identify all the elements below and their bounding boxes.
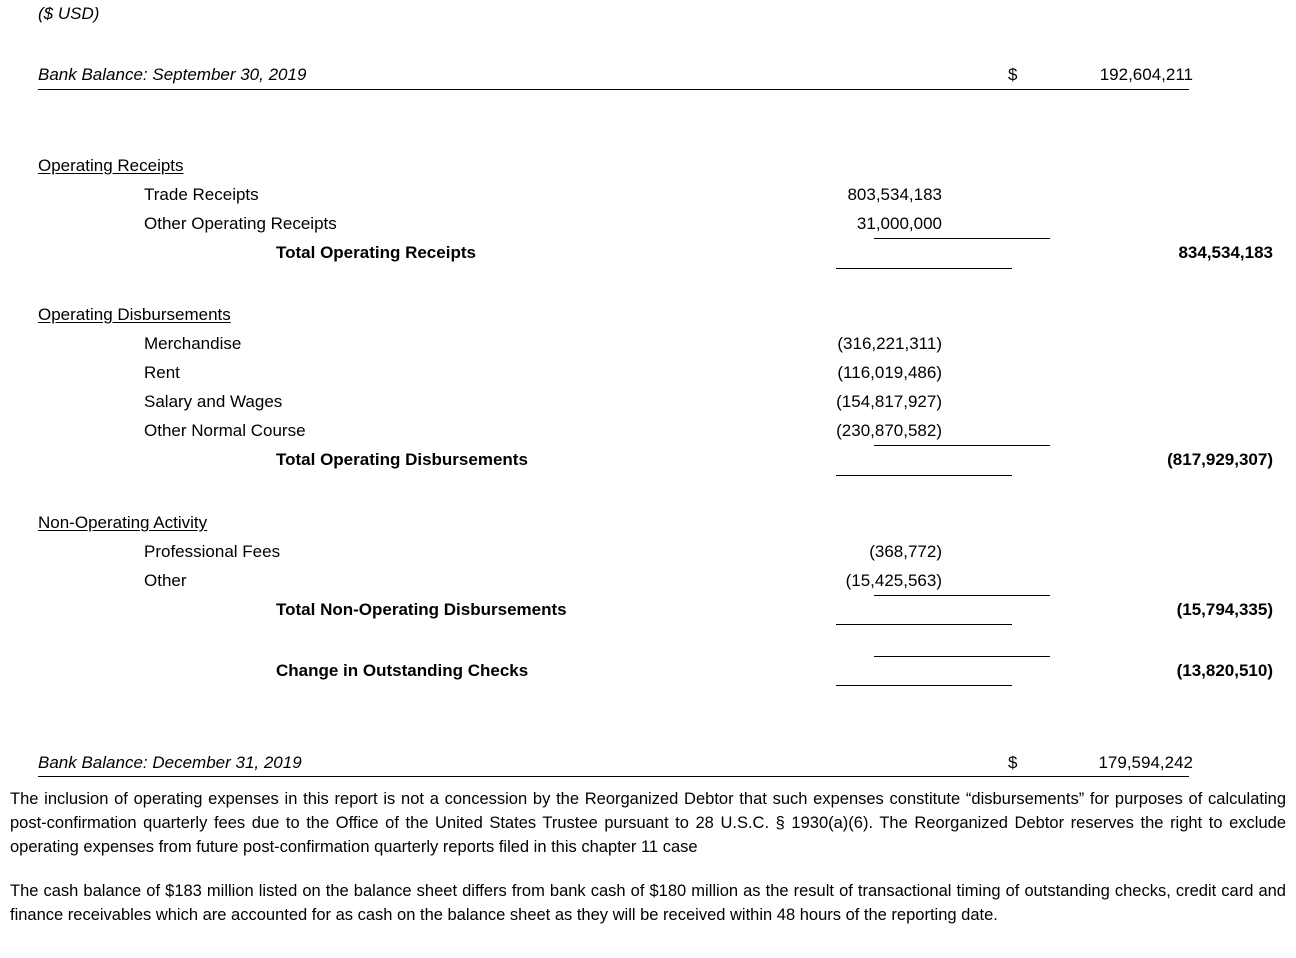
line-item-amount: (116,019,486) <box>837 363 942 382</box>
closing-balance-amount: 179,594,242 <box>1098 753 1193 772</box>
line-item-label: Salary and Wages <box>144 392 283 411</box>
line-item-label: Other Operating Receipts <box>144 214 337 233</box>
change-checks-label: Change in Outstanding Checks <box>276 661 529 680</box>
line-item-amount: (15,425,563) <box>845 571 942 590</box>
opening-balance-amount: 192,604,211 <box>1099 65 1193 84</box>
section-total-label: Total Operating Disbursements <box>276 450 528 469</box>
section-title: Operating Disbursements <box>38 305 231 324</box>
subtotal-rule-top <box>874 595 1050 596</box>
section-operating-receipts <box>38 151 1273 267</box>
closing-balance-label: Bank Balance: December 31, 2019 <box>38 753 302 772</box>
operating-disbursements-total-underline <box>836 475 1012 476</box>
change-checks-rule-top <box>874 656 1050 657</box>
opening-balance-row <box>38 60 1193 89</box>
subtotal-rule-top <box>874 238 1050 239</box>
operating-receipts-total-underline <box>836 268 1012 269</box>
opening-balance-rule <box>38 89 1189 90</box>
opening-balance-label: Bank Balance: September 30, 2019 <box>38 65 307 84</box>
change-checks-underline <box>836 685 1012 686</box>
section-non-operating-activity <box>38 508 1273 624</box>
closing-balance-rule <box>38 776 1189 777</box>
section-operating-disbursements <box>38 300 1273 474</box>
line-item-label: Rent <box>144 363 180 382</box>
line-item-label: Merchandise <box>144 334 242 353</box>
line-item-label: Other Normal Course <box>144 421 306 440</box>
line-item-label: Trade Receipts <box>144 185 259 204</box>
line-item-amount: (154,817,927) <box>836 392 942 411</box>
section-title: Non-Operating Activity <box>38 513 208 532</box>
line-item-amount: (368,772) <box>869 542 942 561</box>
section-total-amount: 834,534,183 <box>1178 243 1273 262</box>
change-in-outstanding-checks-row <box>38 656 1273 685</box>
section-title: Operating Receipts <box>38 156 184 175</box>
closing-balance-currency-symbol: $ <box>1008 753 1018 772</box>
currency-note: ($ USD) <box>38 4 100 23</box>
change-checks-amount: (13,820,510) <box>1176 661 1273 680</box>
closing-balance-row <box>38 748 1193 777</box>
section-total-amount: (817,929,307) <box>1167 450 1273 469</box>
line-item-amount: (230,870,582) <box>836 421 942 440</box>
section-total-label: Total Operating Receipts <box>276 243 476 262</box>
section-total-amount: (15,794,335) <box>1176 600 1273 619</box>
non-operating-total-underline <box>836 624 1012 625</box>
footnote-1: The inclusion of operating expenses in this report is not a concession by the Reorganized Debtor that such expenses constitute “disbursements” for purposes of calculating post-confirmation quarterly fees due to the Office of the United States Trustee pursuant to 28 U.S.C. § 1930(a)(6). The Reorganized Debtor reserves the right to exclude operating expenses from future post-confirmation quarterly reports filed in this chapter 11 case <box>10 790 1286 856</box>
line-item-amount: 803,534,183 <box>847 185 942 204</box>
line-item-amount: 31,000,000 <box>856 214 942 233</box>
opening-balance-currency-symbol: $ <box>1008 65 1018 84</box>
section-total-label: Total Non-Operating Disbursements <box>276 600 567 619</box>
footnote-2: The cash balance of $183 million listed on the balance sheet differs from bank cash of $180 million as the result of transactional timing of outstanding checks, credit card and finance receivables which are accounted for as cash on the balance sheet as they will be received within 48 hours of the reporting date. <box>10 882 1286 924</box>
subtotal-rule-top <box>874 445 1050 446</box>
line-item-amount: (316,221,311) <box>837 334 942 353</box>
line-item-label: Other <box>144 571 187 590</box>
line-item-label: Professional Fees <box>144 542 281 561</box>
footnotes <box>10 787 1286 927</box>
